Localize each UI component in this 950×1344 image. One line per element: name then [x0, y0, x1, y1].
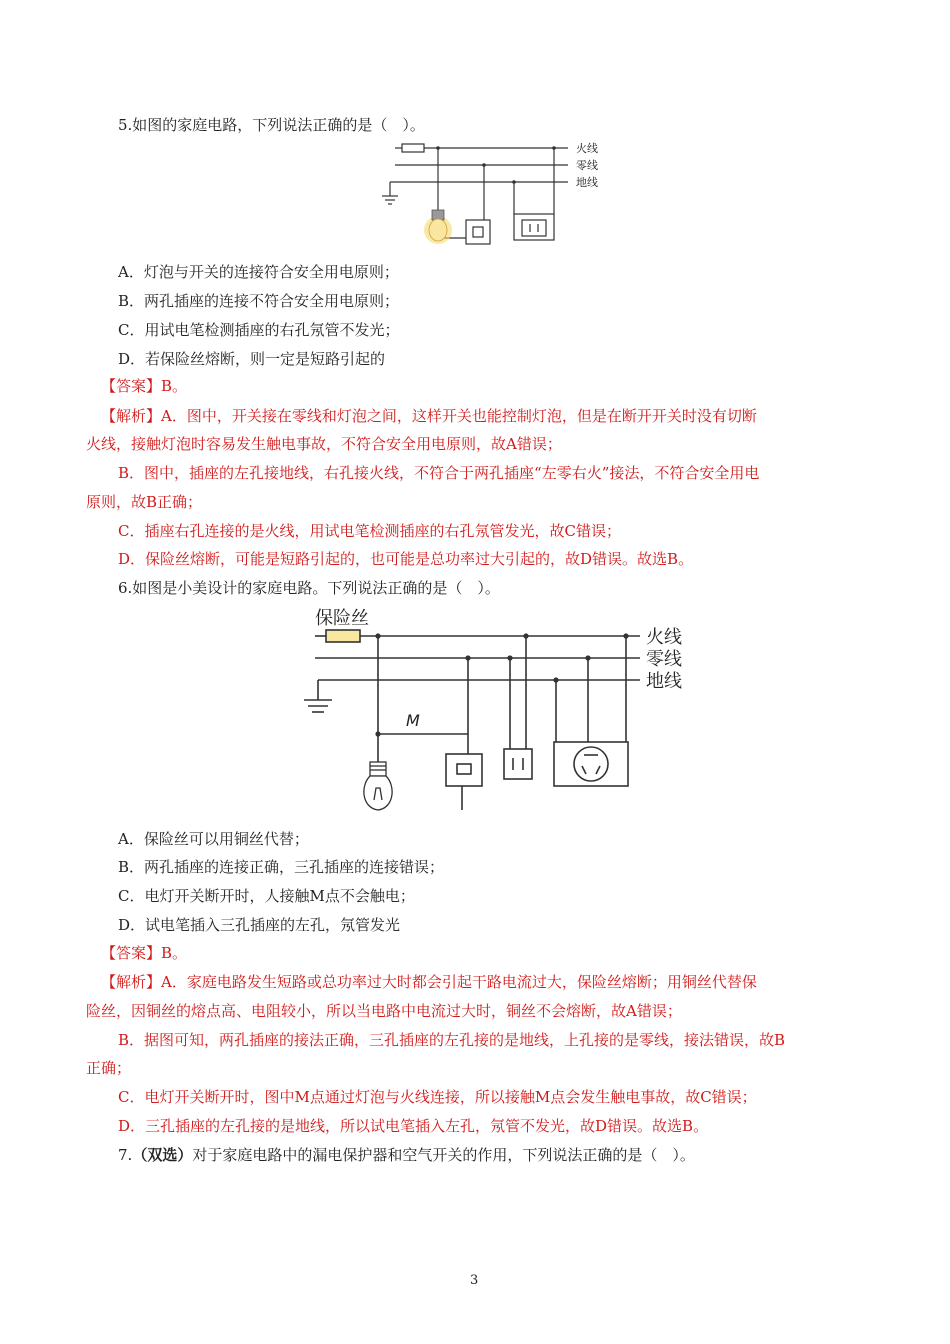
q5-option-b: B．两孔插座的连接不符合安全用电原则； — [118, 292, 400, 310]
q6-analysis-line-2: 险丝，因铜丝的熔点高、电阻较小，所以当电路中电流过大时，铜丝不会熔断，故A错误； — [86, 1002, 682, 1020]
q6-label-fuse: 保险丝 — [315, 608, 369, 629]
q5-analysis-line-5: C．插座右孔连接的是火线，用试电笔检测插座的右孔氖管发光，故C错误； — [118, 522, 621, 540]
q6-fuse — [326, 630, 360, 642]
q5-analysis-line-1: 【解析】A．图中，开关接在零线和灯泡之间，这样开关也能控制灯泡，但是在断开开关时没有切断 — [101, 407, 757, 425]
q6-analysis-line-1: 【解析】A．家庭电路发生短路或总功率过大时都会引起干路电流过大，保险丝熔断；用铜丝代替保 — [101, 973, 757, 991]
q6-answer — [101, 943, 187, 963]
q6-option-c: C．电灯开关断开时，人接触M点不会触电； — [118, 887, 415, 905]
q6-option-a: A．保险丝可以用铜丝代替； — [118, 830, 309, 848]
q6-circuit-diagram — [300, 604, 700, 816]
q5-option-a: A．灯泡与开关的连接符合安全用电原则； — [118, 263, 399, 281]
q6-analysis-line-3: B．据图可知，两孔插座的接法正确，三孔插座的左孔接的是地线，上孔接的是零线，接法错误，故B — [118, 1031, 786, 1049]
q5-answer-value: B。 — [161, 377, 188, 395]
q5-analysis-line-4: 原则，故B正确； — [86, 493, 203, 511]
q5-answer — [101, 376, 187, 396]
q5-analysis-line-2: 火线，接触灯泡时容易发生触电事故，不符合安全用电原则，故A错误； — [86, 435, 562, 453]
q5-option-d: D．若保险丝熔断，则一定是短路引起的 — [118, 350, 386, 368]
q6-label-m: M — [406, 711, 420, 730]
q6-option-b: B．两孔插座的连接正确，三孔插座的连接错误； — [118, 858, 445, 876]
q7-number: 7. — [118, 1146, 133, 1164]
q7-tag: （双选） — [132, 1146, 193, 1164]
q5-fuse — [402, 144, 424, 152]
q5-label-live: 火线 — [576, 142, 598, 155]
q6-bulb-icon — [364, 762, 392, 810]
q6-label-ground: 地线 — [646, 671, 682, 692]
q5-analysis-line-6: D．保险丝熔断，可能是短路引起的，也可能是总功率过大引起的，故D错误。故选B。 — [118, 550, 694, 568]
q6-point-m — [375, 731, 380, 736]
q7-stem — [118, 1145, 695, 1165]
q6-label-live: 火线 — [646, 627, 682, 648]
q5-stem: 5.如图的家庭电路，下列说法正确的是（ ）。 — [118, 116, 425, 134]
q5-label-ground: 地线 — [576, 176, 598, 189]
q7-text: 对于家庭电路中的漏电保护器和空气开关的作用，下列说法正确的是（ ）。 — [192, 1146, 695, 1164]
q5-answer-tag: 【答案】 — [101, 377, 162, 395]
page-number: 3 — [470, 1273, 479, 1288]
q6-answer-tag: 【答案】 — [101, 944, 162, 962]
q6-answer-value: B。 — [161, 944, 188, 962]
q6-analysis-line-5: C．电灯开关断开时，图中M点通过灯泡与火线连接，所以接触M点会发生触电事故，故C错误； — [118, 1088, 757, 1106]
q6-label-neutral: 零线 — [646, 649, 682, 670]
q6-analysis-line-4: 正确； — [86, 1059, 132, 1077]
q5-circuit-diagram — [380, 138, 620, 250]
q5-bulb-icon — [424, 210, 452, 244]
q5-analysis-tag: 【解析】 — [101, 407, 162, 425]
q6-stem: 6.如图是小美设计的家庭电路。下列说法正确的是（ ）。 — [118, 579, 500, 597]
q6-option-d: D．试电笔插入三孔插座的左孔，氖管发光 — [118, 916, 401, 934]
q5-label-neutral: 零线 — [576, 159, 598, 172]
q6-analysis-line-6: D．三孔插座的左孔接的是地线，所以试电笔插入左孔，氖管不发光，故D错误。故选B。 — [118, 1117, 709, 1135]
q5-analysis-line-3: B．图中，插座的左孔接地线，右孔接火线，不符合于两孔插座“左零右火”接法，不符合安全用电 — [118, 464, 760, 482]
q5-option-c: C．用试电笔检测插座的右孔氖管不发光； — [118, 321, 400, 339]
q6-analysis-tag: 【解析】 — [101, 973, 162, 991]
